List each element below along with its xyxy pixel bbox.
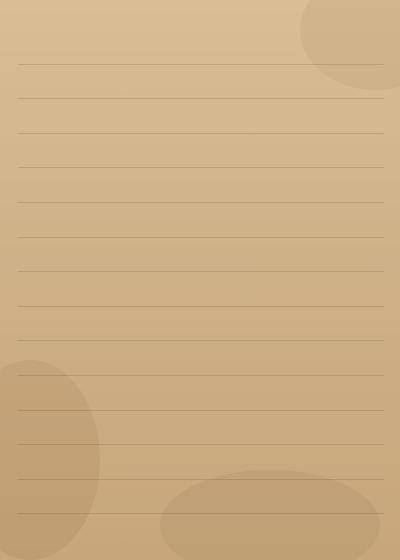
text-line-5 bbox=[18, 168, 384, 203]
text-line-10 bbox=[18, 341, 384, 376]
text-line-3 bbox=[18, 99, 384, 134]
text-line-12 bbox=[18, 411, 384, 446]
text-line-4 bbox=[18, 134, 384, 169]
text-line-1 bbox=[18, 30, 384, 65]
text-line-13 bbox=[18, 445, 384, 480]
text-line-15 bbox=[18, 514, 384, 549]
text-line-8 bbox=[18, 272, 384, 307]
text-line-11 bbox=[18, 376, 384, 411]
text-line-9 bbox=[18, 307, 384, 342]
manuscript-text bbox=[18, 30, 384, 550]
text-line-6 bbox=[18, 203, 384, 238]
text-line-14 bbox=[18, 480, 384, 515]
text-line-7 bbox=[18, 238, 384, 273]
text-line-2 bbox=[18, 65, 384, 100]
